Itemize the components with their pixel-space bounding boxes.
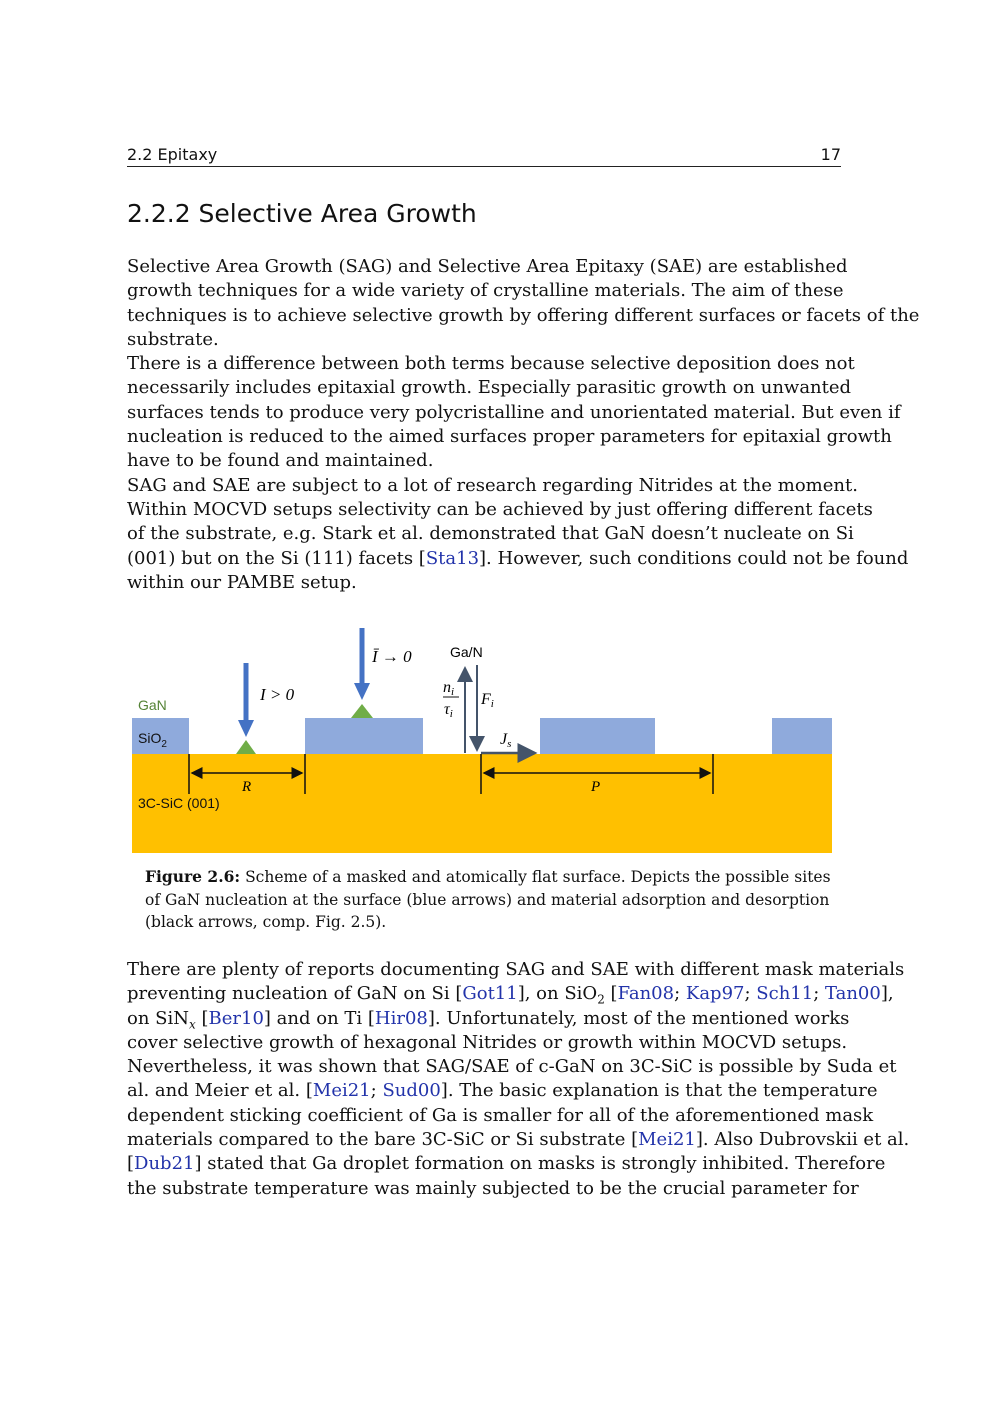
text-segment: ]. Unfortunately, most of the mentioned works xyxy=(427,1007,850,1029)
figure-diagram xyxy=(0,600,1000,860)
citation-link[interactable]: Dub21 xyxy=(134,1153,195,1175)
text-segment: Nevertheless, it was shown that SAG/SAE of c-GaN on 3C-SiC is possible by Suda et xyxy=(127,1056,897,1078)
text-segment: on SiN xyxy=(127,1007,189,1029)
text-segment: dependent sticking coefficient of Ga is smaller for all of the aforementioned mask xyxy=(127,1104,874,1126)
text-segment: ] stated that Ga droplet formation on masks is strongly inhibited. Therefore xyxy=(194,1153,886,1175)
label-sio2: SiO$_2$ xyxy=(138,730,167,750)
label-ga-n: Ga/N xyxy=(450,644,483,660)
text-segment: surfaces tends to produce very polycristalline and unorientated material. But even if xyxy=(127,401,901,423)
body-text-top xyxy=(127,255,920,595)
text-segment: ], xyxy=(880,983,894,1005)
body-text-bottom xyxy=(127,958,910,1201)
label-j-s: Js xyxy=(500,731,512,750)
label-flux-open: I > 0 xyxy=(260,685,295,704)
header-section: 2.2 Epitaxy xyxy=(127,145,218,164)
text-segment: [ xyxy=(195,1007,209,1029)
text-line xyxy=(127,352,855,376)
text-segment: ; xyxy=(370,1080,383,1102)
citation-link[interactable]: Sta13 xyxy=(425,547,480,569)
text-segment: substrate. xyxy=(127,328,219,350)
citation-link[interactable]: Mei21 xyxy=(638,1129,696,1151)
running-header xyxy=(127,145,841,167)
citation-link[interactable]: Tan00 xyxy=(825,983,881,1005)
citation-link[interactable]: Sud00 xyxy=(382,1080,441,1102)
text-segment: (001) but on the Si (111) facets [ xyxy=(127,547,426,569)
text-line xyxy=(127,1079,878,1103)
citation-link[interactable]: Sch11 xyxy=(756,983,814,1005)
text-segment: necessarily includes epitaxial growth. Especially parasitic growth on unwanted xyxy=(127,377,852,399)
text-segment: ; xyxy=(813,983,825,1005)
text-line xyxy=(127,571,841,595)
mask-block xyxy=(540,718,655,754)
text-line xyxy=(127,279,844,303)
text-line xyxy=(127,401,901,425)
label-tau-i: τi xyxy=(444,701,453,720)
gan-nucleus-open xyxy=(236,740,256,754)
text-line xyxy=(127,1031,848,1055)
text-segment: preventing nucleation of GaN on Si [ xyxy=(127,983,463,1005)
text-line xyxy=(127,1104,874,1128)
text-segment: There is a difference between both terms because selective deposition does not xyxy=(127,353,855,375)
citation-link[interactable]: Fan08 xyxy=(617,983,675,1005)
text-line xyxy=(127,498,873,522)
text-segment: techniques is to achieve selective growth by offering different surfaces or facets of the xyxy=(127,304,920,326)
text-segment: materials compared to the bare 3C-SiC or Si substrate [ xyxy=(127,1129,639,1151)
text-segment: ]. Also Dubrovskii et al. xyxy=(695,1129,910,1151)
page-number: 17 xyxy=(820,145,841,164)
text-segment: [ xyxy=(127,1153,135,1175)
text-line xyxy=(127,1055,897,1079)
text-segment: ], on SiO xyxy=(517,983,598,1005)
text-segment: nucleation is reduced to the aimed surfaces proper parameters for epitaxial growth xyxy=(127,426,892,448)
label-p: P xyxy=(591,779,601,795)
text-segment: SAG and SAE are subject to a lot of research regarding Nitrides at the moment. xyxy=(127,474,858,496)
text-line xyxy=(127,449,841,473)
flux-arrow-mask xyxy=(354,628,370,700)
text-segment: ]. The basic explanation is that the temperature xyxy=(440,1080,878,1102)
subscript: 2 xyxy=(597,992,605,1007)
flux-arrow-open xyxy=(238,663,254,737)
text-segment: There are plenty of reports documenting SAG and SAE with different mask materials xyxy=(127,959,905,980)
text-line xyxy=(127,255,848,279)
text-segment: ; xyxy=(744,983,757,1005)
text-segment: of the substrate, e.g. Stark et al. demonstrated that GaN doesn’t nucleate on Si xyxy=(127,523,854,545)
text-segment: ] and on Ti [ xyxy=(263,1007,375,1029)
text-line xyxy=(127,982,894,1007)
subscript: x xyxy=(189,1017,196,1032)
text-line xyxy=(127,376,852,400)
text-line xyxy=(127,522,854,546)
citation-link[interactable]: Ber10 xyxy=(208,1007,264,1029)
text-segment: cover selective growth of hexagonal Nitrides or growth within MOCVD setups. xyxy=(127,1031,848,1053)
text-line xyxy=(127,1128,910,1152)
text-line xyxy=(127,474,858,498)
text-segment: have to be found and maintained. xyxy=(127,450,434,472)
label-r: R xyxy=(242,779,252,795)
text-line xyxy=(127,304,920,328)
text-segment: Within MOCVD setups selectivity can be achieved by just offering different facets xyxy=(127,498,873,520)
label-substrate: 3C-SiC (001) xyxy=(138,795,220,811)
text-line xyxy=(127,328,841,352)
citation-link[interactable]: Mei21 xyxy=(312,1080,371,1102)
citation-link[interactable]: Kap97 xyxy=(685,983,745,1005)
text-segment: ]. However, such conditions could not be found xyxy=(479,547,909,569)
caption-label: Figure 2.6: xyxy=(145,867,241,886)
text-segment: growth techniques for a wide variety of crystalline materials. The aim of these xyxy=(127,280,844,302)
text-line xyxy=(127,547,909,571)
citation-link[interactable]: Hir08 xyxy=(374,1007,428,1029)
text-line xyxy=(127,958,905,982)
section-heading: 2.2.2 Selective Area Growth xyxy=(127,199,477,228)
text-segment: al. and Meier et al. [ xyxy=(127,1080,313,1102)
mask-block xyxy=(305,718,423,754)
text-segment: [ xyxy=(604,983,618,1005)
text-segment: Selective Area Growth (SAG) and Selective Area Epitaxy (SAE) are established xyxy=(127,256,848,277)
text-line xyxy=(127,425,892,449)
text-line xyxy=(127,1177,859,1201)
mask-block xyxy=(772,718,832,754)
citation-link[interactable]: Got11 xyxy=(462,983,518,1005)
label-flux-mask: Ī → 0 xyxy=(372,647,412,666)
text-line xyxy=(127,1152,886,1176)
text-segment: ; xyxy=(674,983,686,1005)
gan-nucleus-mask xyxy=(351,704,373,718)
figure-caption: Figure 2.6: Scheme of a masked and atomically flat surface. Depicts the possible sites of GaN nucleation at the surface (blue arrows) and material adsorption and desorption (black arrows, comp. Fig. 2.5). xyxy=(145,867,831,931)
text-segment: within our PAMBE setup. xyxy=(127,571,357,593)
substrate xyxy=(132,754,832,853)
text-segment: the substrate temperature was mainly subjected to be the crucial parameter for xyxy=(127,1177,859,1199)
label-f-i: Fi xyxy=(481,691,494,710)
label-n-i: ni xyxy=(443,679,455,698)
label-gan: GaN xyxy=(138,697,167,713)
text-line xyxy=(127,1007,850,1032)
